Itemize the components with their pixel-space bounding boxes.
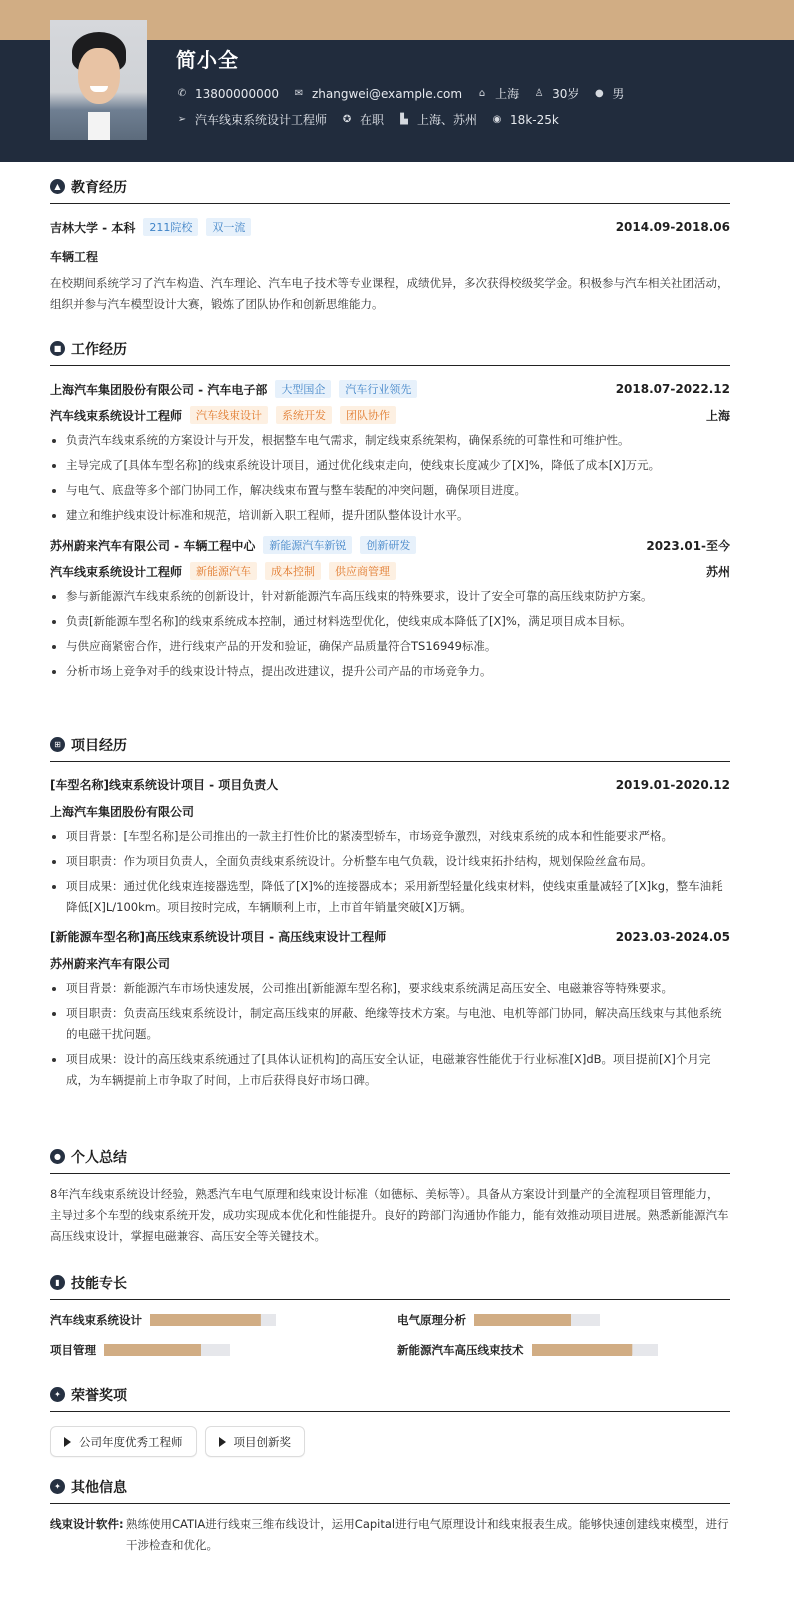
tag: 系统开发	[276, 406, 332, 424]
project-name: [新能源车型名称]高压线束系统设计项目 - 高压线束设计工程师	[50, 930, 387, 944]
briefcase-icon: ■	[50, 341, 65, 356]
school-name: 吉林大学 - 本科	[50, 220, 136, 235]
salary: 18k-25k	[510, 112, 559, 127]
gender: 男	[612, 87, 625, 101]
email: zhangwei@example.com	[311, 86, 463, 101]
education-section	[50, 176, 730, 315]
skill-bar	[474, 1314, 600, 1326]
list-item: 主导完成了[具体车型名称]的线束系统设计项目，通过优化线束走向，使线束长度减少了[X]%，降低了成本[X]万元。	[50, 455, 730, 476]
list-item: 与供应商紧密合作，进行线束产品的开发和验证，确保产品质量符合TS16949标准。	[50, 636, 730, 657]
list-item: 与电气、底盘等多个部门协同工作，解决线束布置与整车装配的冲突问题，确保项目进度。	[50, 480, 730, 501]
section-title: 荣誉奖项	[71, 1387, 127, 1404]
graduation-cap-icon: ▲	[50, 179, 65, 194]
skills-section	[50, 1272, 730, 1358]
intent-row	[176, 111, 573, 128]
other-label: 线束设计软件:	[50, 1517, 124, 1531]
tag: 新能源汽车新锐	[263, 536, 352, 554]
position: 汽车线束系统设计工程师	[50, 564, 183, 579]
skill-item: 项目管理	[50, 1342, 397, 1358]
tag: 成本控制	[265, 562, 321, 580]
award-item: 项目创新奖	[205, 1426, 306, 1457]
job-status: 在职	[360, 113, 385, 127]
tag: 211院校	[143, 218, 198, 236]
send-icon: ➢	[177, 114, 187, 125]
skill-item: 新能源汽车高压线束技术	[397, 1342, 730, 1358]
period: 2023.01-至今	[646, 538, 730, 553]
contact-row	[176, 85, 638, 102]
section-title: 个人总结	[71, 1149, 127, 1166]
location: 苏州	[705, 564, 730, 579]
tag: 新能源汽车	[190, 562, 257, 580]
bar-chart-icon: ▮	[50, 1275, 65, 1290]
status-icon: ✪	[342, 114, 352, 125]
user-icon: ●	[50, 1149, 65, 1164]
triangle-icon	[64, 1437, 71, 1447]
project-company: 上海汽车集团股份有限公司	[50, 805, 195, 819]
tag: 汽车线束设计	[190, 406, 268, 424]
awards-section	[50, 1384, 730, 1457]
company-name: 上海汽车集团股份有限公司 - 汽车电子部	[50, 382, 268, 397]
project-name: [车型名称]线束系统设计项目 - 项目负责人	[50, 778, 279, 792]
home-icon: ⌂	[478, 88, 486, 99]
tag: 双一流	[206, 218, 251, 236]
period: 2019.01-2020.12	[615, 777, 730, 792]
section-title: 项目经历	[71, 737, 127, 754]
skill-item: 汽车线束系统设计	[50, 1312, 397, 1328]
tag: 团队协作	[340, 406, 396, 424]
city: 上海	[495, 87, 520, 101]
award-item: 公司年度优秀工程师	[50, 1426, 197, 1457]
other-value: 熟练使用CATIA进行线束三维布线设计，运用Capital进行电气原理设计和线束报表生成。能够快速创建线束模型，进行干涉检查和优化。	[126, 1517, 729, 1552]
grid-icon: ⊞	[50, 737, 65, 752]
period: 2014.09-2018.06	[615, 220, 730, 234]
section-title: 其他信息	[71, 1479, 127, 1496]
avatar-photo	[50, 20, 147, 140]
tag: 供应商管理	[329, 562, 396, 580]
list-item: 负责汽车线束系统的方案设计与开发，根据整车电气需求，制定线束系统架构，确保系统的可靠性和可维护性。	[50, 430, 730, 451]
phone: 13800000000	[195, 86, 279, 101]
target-position: 汽车线束系统设计工程师	[195, 113, 328, 127]
major: 车辆工程	[50, 250, 99, 264]
company-name: 苏州蔚来汽车有限公司 - 车辆工程中心	[50, 538, 256, 553]
summary-section	[50, 1146, 730, 1247]
project-company: 苏州蔚来汽车有限公司	[50, 957, 171, 971]
tag: 汽车行业领先	[339, 380, 417, 398]
building-icon: ▙	[400, 114, 408, 125]
award-icon: ✦	[50, 1387, 65, 1402]
list-item: 项目背景：新能源汽车市场快速发展，公司推出[新能源车型名称]，要求线束系统满足高压安全、电磁兼容等特殊要求。	[50, 978, 730, 999]
position: 汽车线束系统设计工程师	[50, 408, 183, 423]
list-item: 参与新能源汽车线束系统的创新设计，针对新能源汽车高压线束的特殊要求，设计了安全可靠的高压线束防护方案。	[50, 586, 730, 607]
work-section	[50, 338, 730, 686]
candidate-name: 简小全	[176, 48, 239, 72]
other-section	[50, 1476, 730, 1556]
summary-text: 8年汽车线束系统设计经验，熟悉汽车电气原理和线束设计标准（如德标、美标等）。具备从方案设计到量产的全流程项目管理能力，主导过多个车型的线束系统开发，成功实现成本优化和性能提升。良好的跨部门沟通协作能力，能有效推动项目进展。熟悉新能源汽车高压线束设计，掌握电磁兼容、高压安全等关键技术。	[50, 1187, 729, 1243]
education-description: 在校期间系统学习了汽车构造、汽车理论、汽车电子技术等专业课程，成绩优异，多次获得校级奖学金。积极参与汽车相关社团活动，组织并参与汽车模型设计大赛，锻炼了团队协作和创新思维能力。	[50, 276, 729, 311]
section-title: 教育经历	[71, 179, 127, 196]
list-item: 项目成果：设计的高压线束系统通过了[具体认证机构]的高压安全认证，电磁兼容性能优于行业标准[X]dB。项目提前[X]个月完成，为车辆提前上市争取了时间，上市后获得良好市场口碑。	[50, 1049, 730, 1091]
list-item: 项目职责：负责高压线束系统设计，制定高压线束的屏蔽、绝缘等技术方案。与电池、电机等部门协同，解决高压线束与其他系统的电磁干扰问题。	[50, 1003, 730, 1045]
other-item	[50, 1514, 730, 1556]
period: 2023.03-2024.05	[615, 929, 730, 944]
period: 2018.07-2022.12	[615, 382, 730, 396]
skill-bar	[104, 1344, 230, 1356]
list-item: 负责[新能源车型名称]的线束系统成本控制，通过材料选型优化，使线束成本降低了[X]%，满足项目成本目标。	[50, 611, 730, 632]
tag: 创新研发	[360, 536, 416, 554]
skill-item: 电气原理分析	[397, 1312, 730, 1328]
mail-icon: ✉	[294, 88, 304, 99]
list-item: 项目职责：作为项目负责人，全面负责线束系统设计。分析整车电气负载，设计线束拓扑结构，规划保险丝盒布局。	[50, 851, 730, 872]
triangle-icon	[219, 1437, 226, 1447]
list-item: 项目背景：[车型名称]是公司推出的一款主打性价比的紧凑型轿车，市场竞争激烈，对线束系统的成本和性能要求严格。	[50, 826, 730, 847]
gender-icon: ●	[595, 88, 604, 99]
projects-section	[50, 734, 730, 1095]
money-icon: ◉	[492, 114, 502, 125]
section-title: 技能专长	[71, 1275, 127, 1292]
list-item: 建立和维护线束设计标准和规范，培训新入职工程师，提升团队整体设计水平。	[50, 505, 730, 526]
section-title: 工作经历	[71, 341, 127, 358]
info-icon: ✦	[50, 1479, 65, 1494]
list-item: 项目成果：通过优化线束连接器选型，降低了[X]%的连接器成本；采用新型轻量化线束材料，使线束重量减轻了[X]kg，整车油耗降低[X]L/100km。项目按时完成，车辆顺利上市，上市首年销量突破[X]万辆。	[50, 876, 730, 918]
list-item: 分析市场上竞争对手的线束设计特点，提出改进建议，提升公司产品的市场竞争力。	[50, 661, 730, 682]
skill-bar	[150, 1314, 276, 1326]
skill-bar	[532, 1344, 658, 1356]
tag: 大型国企	[275, 380, 331, 398]
target-cities: 上海、苏州	[417, 113, 478, 127]
location: 上海	[705, 408, 730, 423]
phone-icon: ✆	[177, 88, 187, 99]
age: 30岁	[552, 87, 580, 101]
cake-icon: ♙	[534, 88, 544, 99]
